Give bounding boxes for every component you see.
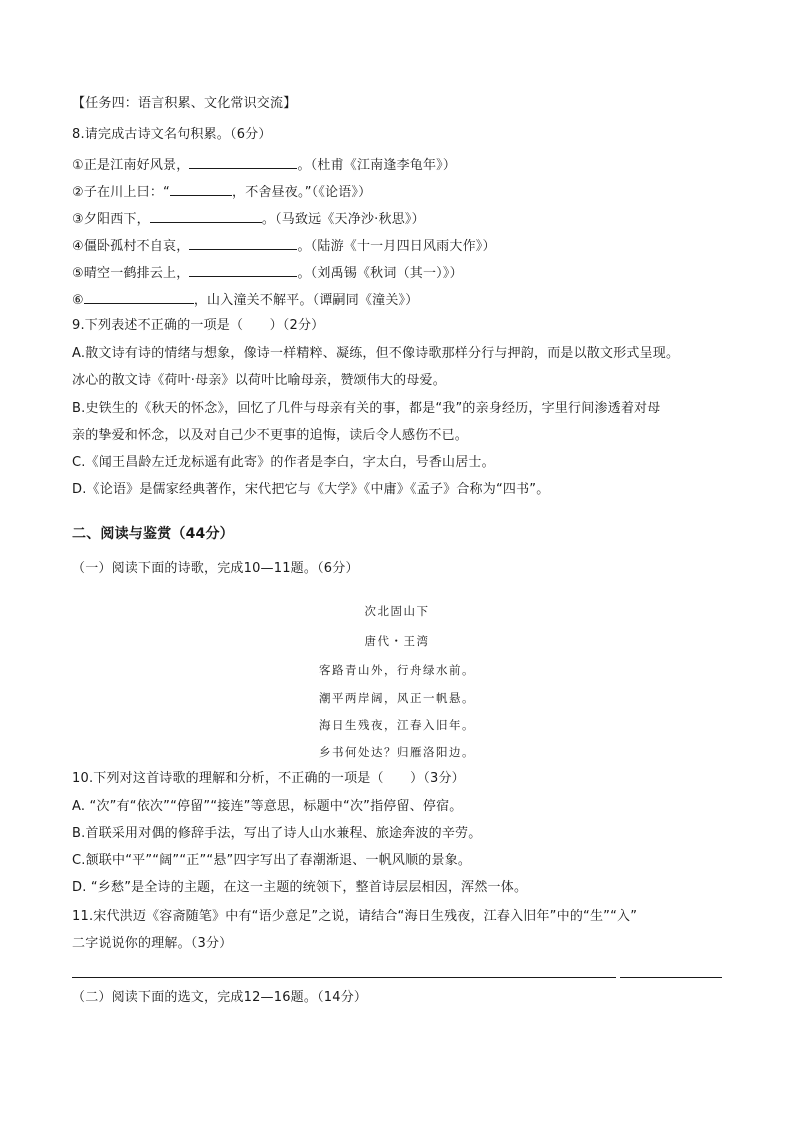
q8-item-5: ⑤晴空一鹤排云上， 。（刘禹锡《秋词（其一）》） [72,263,463,283]
section2-title: 二、阅读与鉴赏（44分） [72,526,234,542]
q9-stem: 9.下列表述不正确的一项是（ ）（2分） [72,318,325,333]
poem-title: 次北固山下 [364,604,430,618]
poem-line-3: 海日生残夜，江春入旧年。 [319,718,475,732]
q8-item-1: ①正是江南好风景， 。（杜甫《江南逢李龟年》） [72,155,456,175]
answer-line[interactable] [72,977,616,978]
q9-option-b-cont: 亲的挚爱和怀念，以及对自己少不更事的追悔，读后令人感伤不已。 [72,428,469,443]
q8-item-4: ④僵卧孤村不自哀， 。（陆游《十一月四日风雨大作》） [72,236,496,256]
poem-line-1: 客路青山外，行舟绿水前。 [319,663,475,677]
q8-item-3: ③夕阳西下， 。（马致远《天净沙·秋思》） [72,209,425,229]
q11-stem: 11.宋代洪迈《容斋随笔》中有“语少意足”之说，请结合“海日生残夜，江春入旧年”中的“生”“入” [72,909,638,924]
q8-item-6: ⑥ ，山入潼关不解平。（谭嗣同《潼关》） [72,290,418,310]
answer-blank[interactable] [170,182,232,196]
q9-option-c: C.《闻王昌龄左迁龙标遥有此寄》的作者是李白，字太白，号香山居士。 [72,455,495,470]
part1-intro: （一）阅读下面的诗歌，完成10—11题。（6分） [72,561,359,576]
answer-blank[interactable] [189,155,297,169]
q9-option-a-cont: 冰心的散文诗《荷叶·母亲》以荷叶比喻母亲，赞颂伟大的母爱。 [72,373,446,388]
answer-blank[interactable] [189,263,297,277]
q10-stem: 10.下列对这首诗歌的理解和分析，不正确的一项是（ ）（3分） [72,771,465,786]
q9-option-a: A.散文诗有诗的情绪与想象，像诗一样精粹、凝练，但不像诗歌那样分行与押韵，而是以散文形式呈现。 [72,346,680,361]
q8-item-2: ②子在川上曰：“ ，不舍昼夜。”（《论语》） [72,182,371,202]
q11-stem-cont: 二字说说你的理解。（3分） [72,936,233,951]
q10-option-a: A. “次”有“依次”“停留”“接连”等意思，标题中“次”指停留、停宿。 [72,799,463,814]
part2-intro: （二）阅读下面的选文，完成12—16题。（14分） [72,990,368,1005]
answer-blank[interactable] [84,290,194,304]
q9-option-b: B.史铁生的《秋天的怀念》，回忆了几件与母亲有关的事，都是“我”的亲身经历，字里行间渗透着对母 [72,401,661,416]
q9-option-d: D.《论语》是儒家经典著作，宋代把它与《大学》《中庸》《孟子》合称为“四书”。 [72,482,550,497]
task4-title: 【任务四：语言积累、文化常识交流】 [72,96,297,111]
poem-line-2: 潮平两岸阔，风正一帆悬。 [319,691,475,705]
q8-stem: 8.请完成古诗文名句积累。（6分） [72,127,272,142]
q10-option-b: B.首联采用对偶的修辞手法，写出了诗人山水兼程、旅途奔波的辛劳。 [72,826,482,841]
q10-option-c: C.颔联中“平”“阔”“正”“悬”四字写出了春潮渐退、一帆风顺的景象。 [72,853,472,868]
answer-line[interactable] [620,977,722,978]
answer-blank[interactable] [189,236,297,250]
poem-author: 唐代・王湾 [364,634,430,648]
poem-line-4: 乡书何处达？归雁洛阳边。 [319,745,475,759]
answer-blank[interactable] [150,209,262,223]
q10-option-d: D. “乡愁”是全诗的主题，在这一主题的统领下，整首诗层层相因，浑然一体。 [72,880,528,895]
